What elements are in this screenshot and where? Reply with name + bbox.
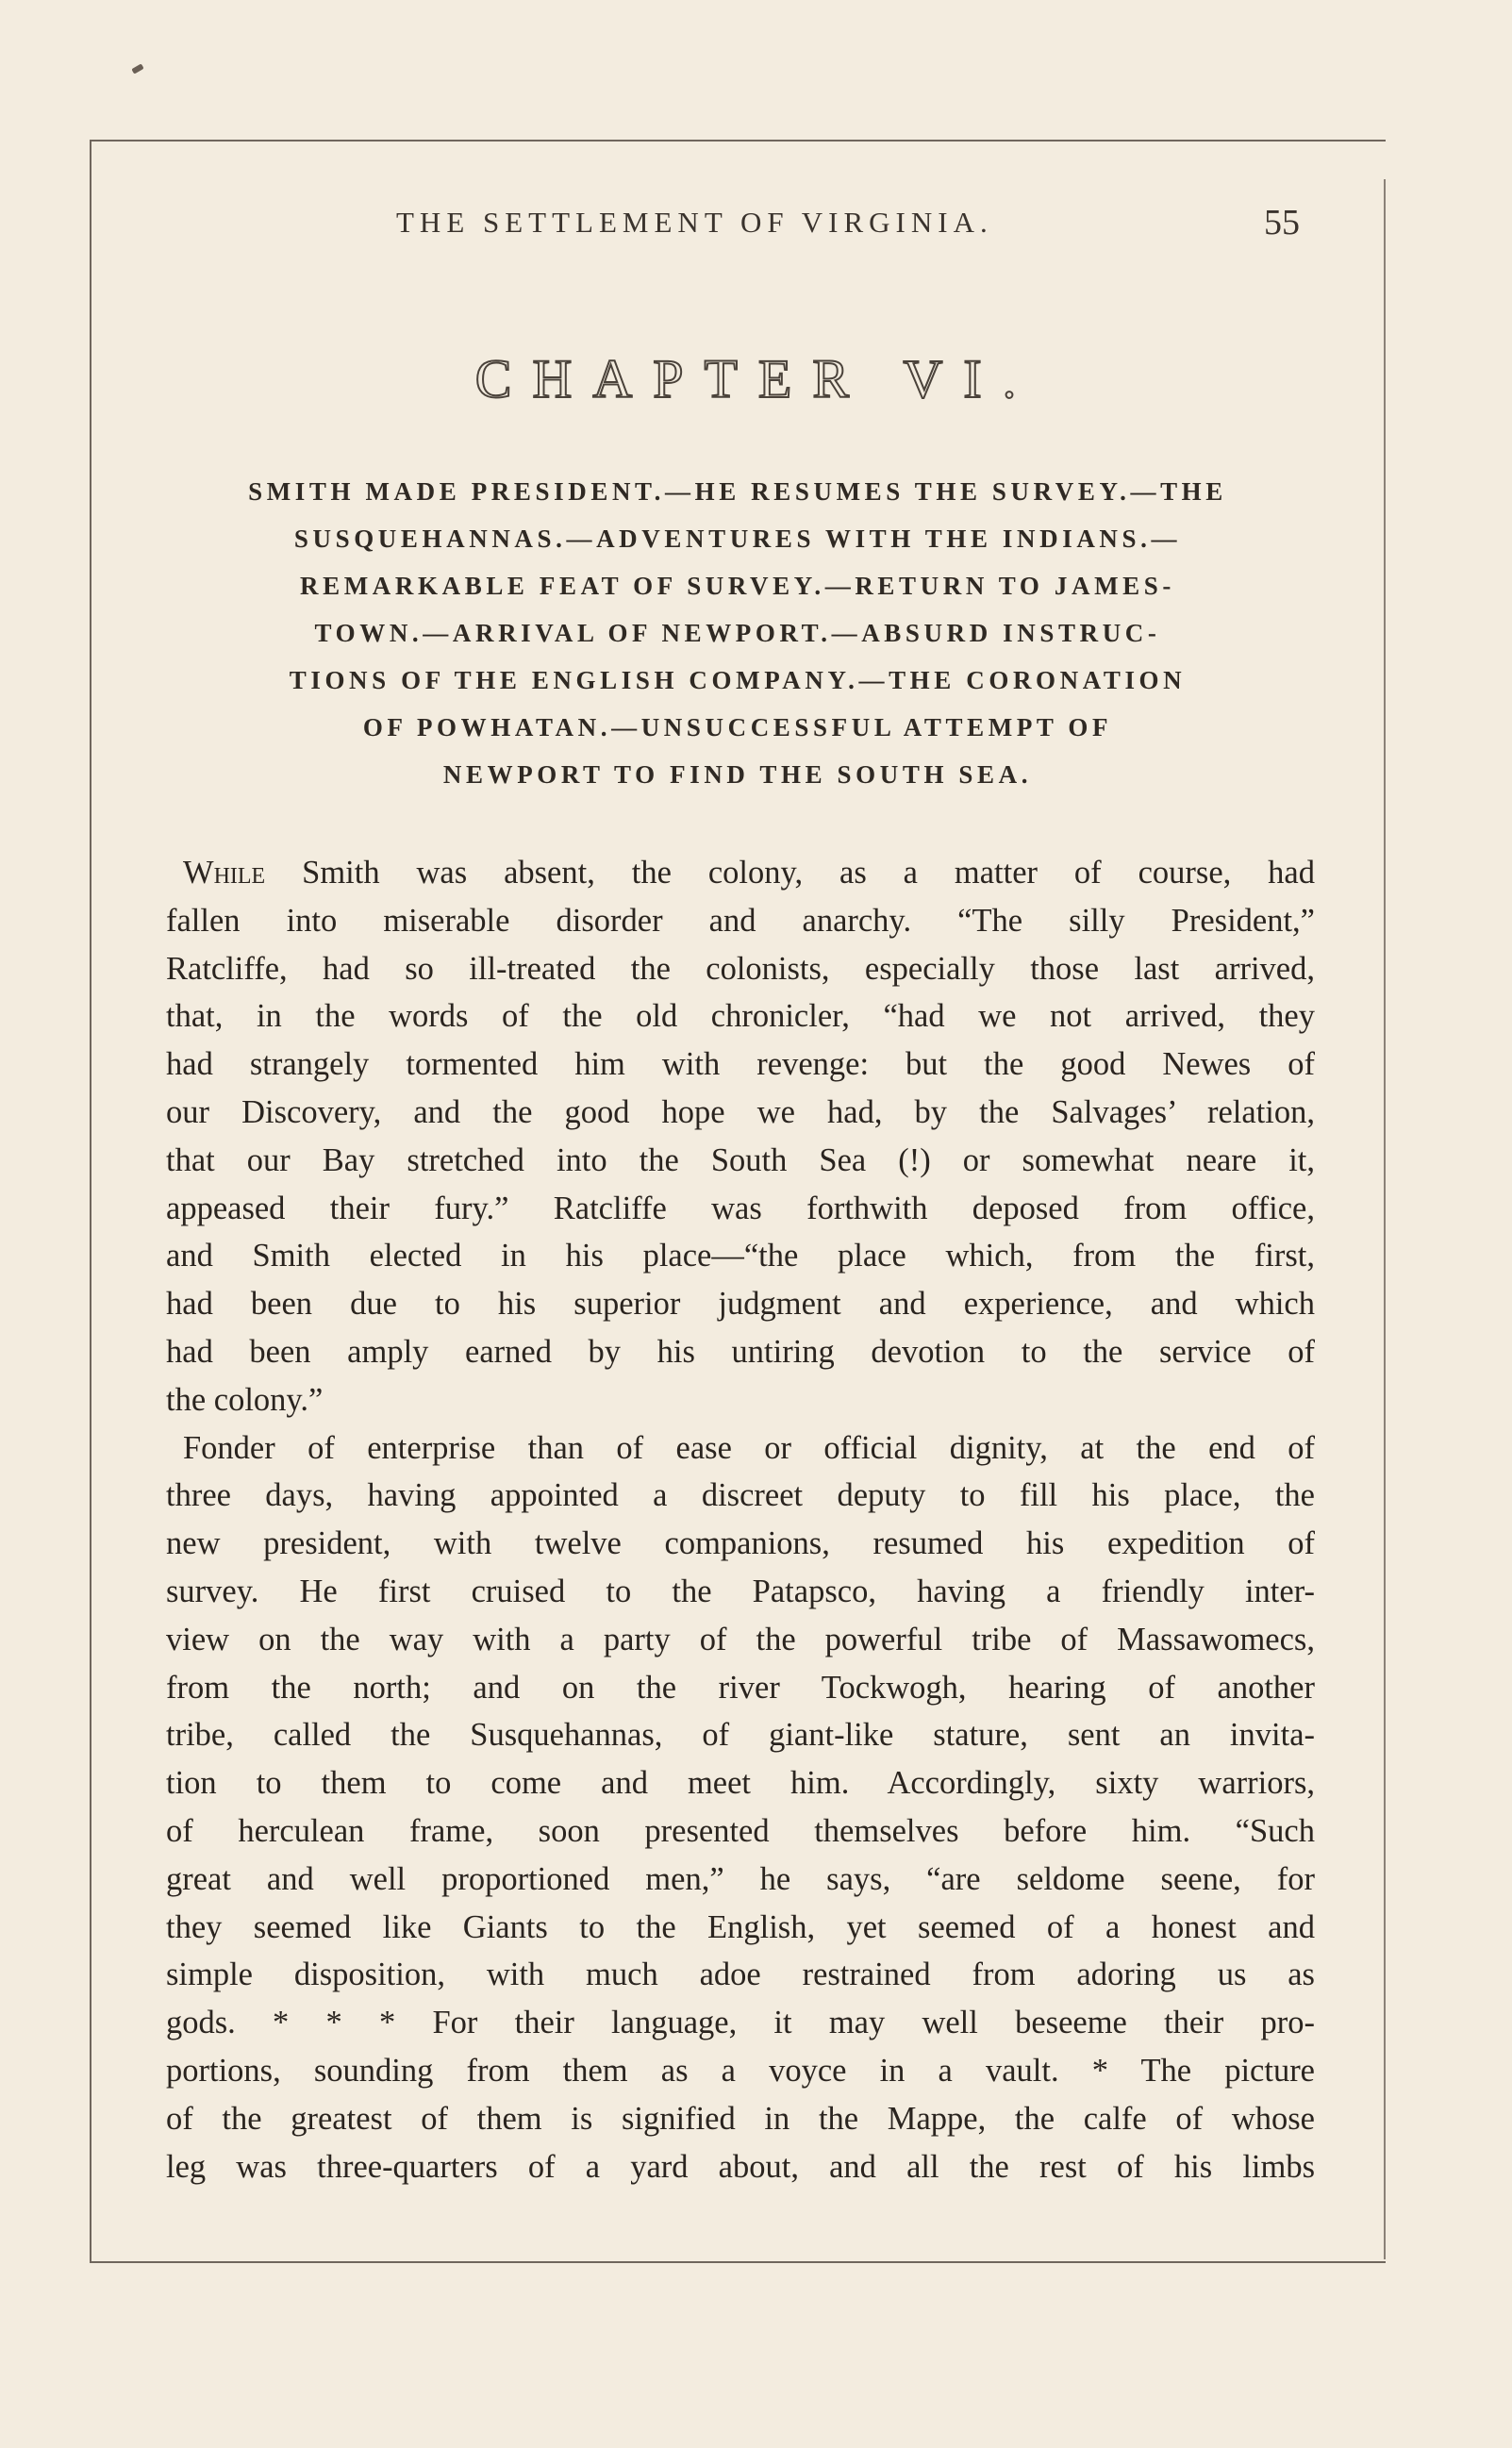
text-line: three days, having appointed a discreet deputy to fill his place, the	[166, 1477, 1315, 1514]
text-line: they seemed like Giants to the English, yet seemed of a honest and	[166, 1908, 1315, 1945]
text-line: had been amply earned by his untiring devotion to the service of	[166, 1333, 1315, 1370]
text-line: from the north; and on the river Tockwogh, hearing of another	[166, 1669, 1315, 1706]
text-line: new president, with twelve companions, resumed his expedition of	[166, 1525, 1315, 1562]
text-line: portions, sounding from them as a voyce in a vault. * The picture	[166, 2052, 1315, 2089]
text-line: tribe, called the Susquehannas, of giant-like stature, sent an invita-	[166, 1717, 1315, 1754]
page-border-right	[1384, 179, 1386, 2259]
text-line: and Smith elected in his place—“the place which, from the first,	[166, 1238, 1315, 1274]
text-line: that, in the words of the old chronicler, “had we not arrived, they	[166, 998, 1315, 1035]
summary-line: NEWPORT TO FIND THE SOUTH SEA.	[442, 760, 1033, 789]
text-line: survey. He first cruised to the Patapsco, having a friendly inter-	[166, 1573, 1315, 1609]
chapter-title: CHAPTER VI.	[474, 348, 1038, 409]
drop-word: While	[183, 855, 266, 891]
text-line: leg was three-quarters of a yard about, and all the rest of his limbs	[166, 2148, 1315, 2185]
text-line: had strangely tormented him with revenge: but the good Newes of	[166, 1046, 1315, 1083]
text-line: fallen into miserable disorder and anarchy. “The silly President,”	[166, 902, 1315, 939]
text-line: had been due to his superior judgment and experience, and which	[166, 1286, 1315, 1323]
chapter-summary	[160, 468, 1315, 798]
summary-line: TOWN.—ARRIVAL OF NEWPORT.—ABSURD INSTRUC-	[314, 619, 1161, 647]
running-title: THE SETTLEMENT OF VIRGINIA.	[396, 206, 993, 239]
text-line: our Discovery, and the good hope we had, by the Salvages’ relation,	[166, 1093, 1315, 1130]
text-line: that our Bay stretched into the South Sea (!) or somewhat neare it,	[166, 1141, 1315, 1178]
text-line: of the greatest of them is signified in the Mappe, the calfe of whose	[166, 2100, 1315, 2137]
text-line: of herculean frame, soon presented themselves before him. “Such	[166, 1812, 1315, 1849]
text-line: view on the way with a party of the powerful tribe of Massawomecs,	[166, 1621, 1315, 1657]
text-line: Smith was absent, the colony, as a matter of course, had	[265, 855, 1315, 891]
summary-line: SUSQUEHANNAS.—ADVENTURES WITH THE INDIANS.—	[293, 525, 1182, 553]
text-line: appeased their fury.” Ratcliffe was forthwith deposed from office,	[166, 1190, 1315, 1226]
page-number: 55	[1264, 203, 1300, 242]
body-text	[166, 849, 1315, 2190]
paragraph-1-first-line	[166, 849, 1315, 897]
text-line: tion to them to come and meet him. Accordingly, sixty warriors,	[166, 1765, 1315, 1802]
text-line: the colony.”	[166, 1381, 324, 1418]
text-line: Fonder of enterprise than of ease or official dignity, at the end of	[183, 1429, 1315, 1466]
text-line: Ratcliffe, had so ill-treated the colonists, especially those last arrived,	[166, 950, 1315, 987]
text-line: simple disposition, with much adoe restrained from adoring us as	[166, 1957, 1315, 1993]
summary-line: OF POWHATAN.—UNSUCCESSFUL ATTEMPT OF	[362, 713, 1113, 741]
summary-line: SMITH MADE PRESIDENT.—HE RESUMES THE SURVEY.—THE	[248, 477, 1227, 506]
text-line: gods. * * * For their language, it may well beseeme their pro-	[166, 2005, 1315, 2041]
ink-mark	[131, 63, 143, 74]
summary-line: REMARKABLE FEAT OF SURVEY.—RETURN TO JAMES-	[300, 572, 1175, 600]
summary-line: TIONS OF THE ENGLISH COMPANY.—THE CORONATION	[289, 666, 1187, 694]
text-line: great and well proportioned men,” he says, “are seldome seene, for	[166, 1860, 1315, 1897]
